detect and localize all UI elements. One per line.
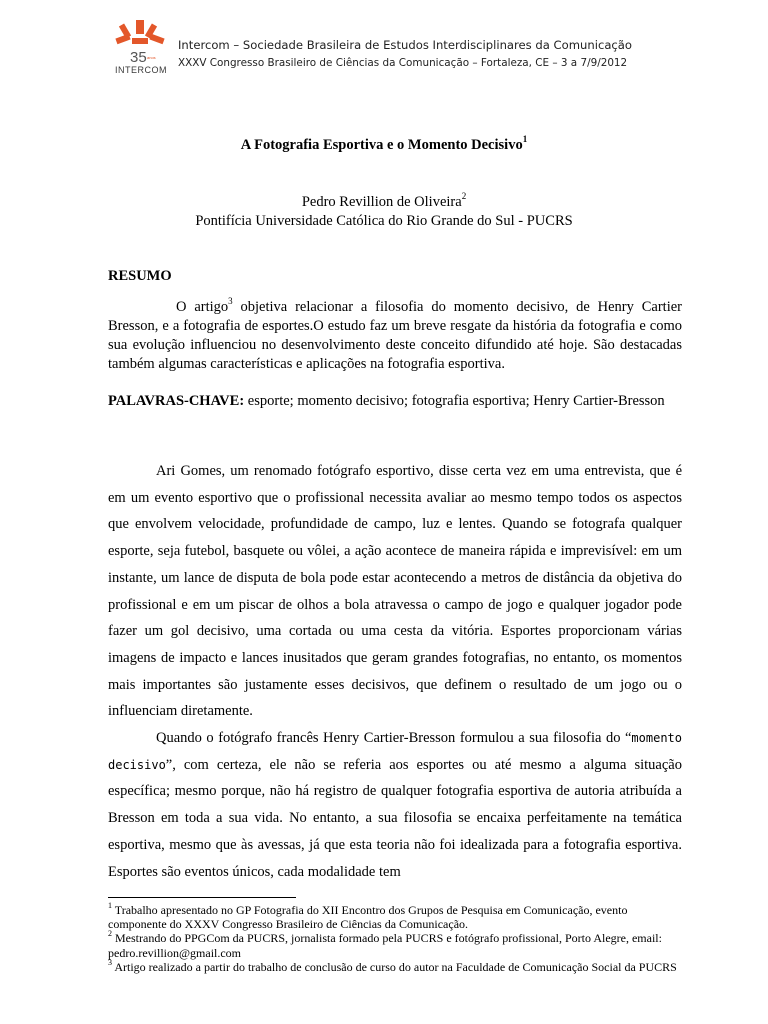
footnotes <box>108 903 688 974</box>
intercom-35-anos-logo-icon <box>108 18 174 66</box>
body-text <box>108 458 682 885</box>
body-paragraph-1: Ari Gomes, um renomado fotógrafo esportivo, disse certa vez em uma entrevista, que é em um evento esportivo que o profissional necessita avaliar ao mesmo tempo todos os aspectos que envolvem velocidade, profundidade de campo, luz e lentes. Quando se fotografa qualquer esporte, seja futebol, basquete ou vôlei, a ação acontece de maneira rápida e imprevisível: em um instante, um lance de disputa de bola pode estar acontecendo a metros de distância da objetiva do profissional e em um piscar de olhos a bola atravessa o campo de jogo e qualquer jogador pode fazer um gol decisivo, uma cortada ou uma cesta da vitória. Esportes proporcionam várias imagens de impacto e lances inusitados que geram grandes fotografias, no entanto, os momentos mais importantes são justamente esses decisivos, que definem o resultado de um jogo ou o influenciam diretamente. <box>108 463 682 720</box>
keywords-label: PALAVRAS-CHAVE: <box>108 393 245 409</box>
paragraph2-term: momento decisivo <box>108 731 682 772</box>
affiliation: Pontifícia Universidade Católica do Rio Grande do Sul - PUCRS <box>195 213 573 229</box>
logo-anos: anos <box>147 55 156 60</box>
paragraph2-rest: ”, com certeza, ele não se referia aos esportes ou até mesmo a alguma situação específica; mesmo porque, não há registro de qualquer fotografia esportiva de autoria atribuída a Bresson em toda a sua vida. No entanto, a sua filosofia se encaixa perfeitamente na temática esportiva, mesmo que às avessas, já que esta teoria não foi idealizada para a fotografia esportiva. Esportes são eventos únicos, cada modalidade tem <box>108 756 682 880</box>
abstract-lead: O artigo <box>176 299 229 315</box>
paragraph2-start: Quando o fotógrafo francês Henry Cartier-Bresson formulou a sua filosofia do “ <box>156 730 632 747</box>
author-text: Pedro Revillion de Oliveira <box>301 194 462 210</box>
footnote-3-number: 3 <box>108 957 112 967</box>
page-header <box>108 18 668 80</box>
footnote-3-text: Artigo realizado a partir do trabalho de conclusão de curso do autor na Faculdade de Comunicação Social da PUCRS <box>112 959 677 974</box>
logo-number: 35 <box>130 49 147 66</box>
abstract-footnote-ref: 3 <box>228 296 233 307</box>
title-footnote-ref: 1 <box>522 134 528 145</box>
congress-name: XXXV Congresso Brasileiro de Ciências da Comunicação – Fortaleza, CE – 3 a 7/9/2012 <box>178 57 628 69</box>
footnote-1 <box>108 903 688 931</box>
footnote-1-text: Trabalho apresentado no GP Fotografia do XII Encontro dos Grupos de Pesquisa em Comunicação, evento componente do XXXV Congresso Brasileiro de Ciências da Comunicação. <box>108 903 628 932</box>
author-name <box>0 191 768 211</box>
title-text: A Fotografia Esportiva e o Momento Decisivo <box>240 137 523 153</box>
footnote-2-text: Mestrando do PPGCom da PUCRS, jornalista formado pela PUCRS e fotógrafo profissional, Porto Alegre, email: pedro.revillion@gmail.com <box>108 931 662 960</box>
keywords <box>108 392 682 411</box>
author-footnote-ref: 2 <box>461 191 467 202</box>
logo-name: INTERCOM <box>115 65 167 75</box>
footnote-3 <box>108 957 688 974</box>
institution-name: Intercom – Sociedade Brasileira de Estudos Interdisciplinares da Comunicação <box>178 38 632 52</box>
intercom-logo <box>108 18 178 80</box>
paper-title <box>0 134 768 154</box>
footnote-divider <box>108 897 296 898</box>
body-paragraph-2 <box>108 725 682 885</box>
footnote-1-number: 1 <box>108 901 112 910</box>
abstract-text: objetiva relacionar a filosofia do momento decisivo, de Henry Cartier Bresson, e a fotografia de esportes.O estudo faz um breve resgate da história da fotografia e como sua evolução influenciou no desenvolvimento deste conceito difundido até hoje. São destacadas também algumas características e aplicações na fotografia esportiva. <box>108 299 682 372</box>
footnote-2-number: 2 <box>108 929 112 939</box>
abstract-paragraph <box>108 298 682 374</box>
abstract-heading: RESUMO <box>108 268 172 284</box>
footnote-2 <box>108 931 688 959</box>
keywords-text: esporte; momento decisivo; fotografia esportiva; Henry Cartier-Bresson <box>244 393 665 409</box>
